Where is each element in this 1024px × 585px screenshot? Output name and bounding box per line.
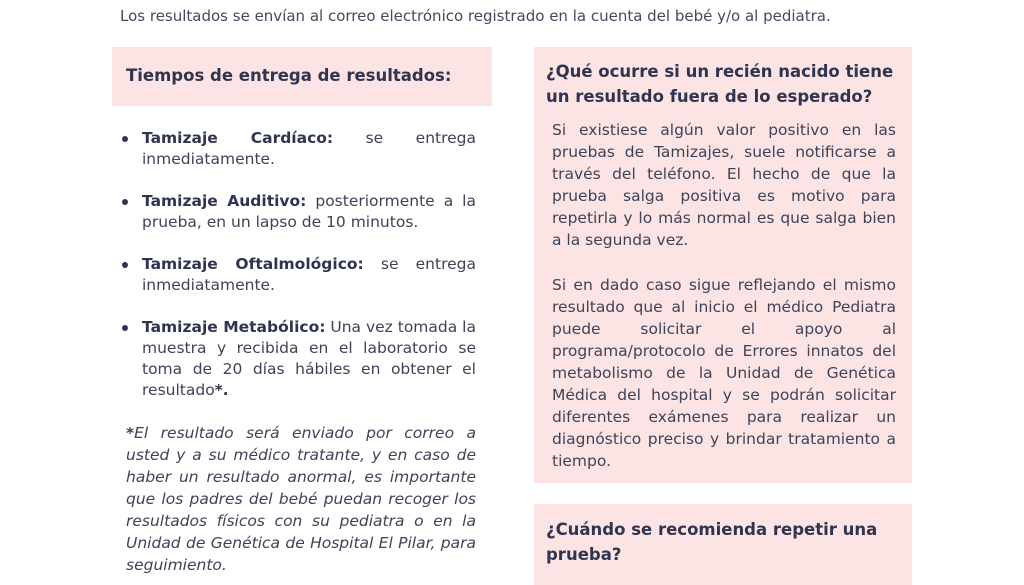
footnote	[126, 422, 476, 576]
list-item-cardiac	[118, 128, 476, 170]
repeat-test-panel	[534, 504, 912, 585]
abnormal-result-title: ¿Qué ocurre si un recién nacido tiene un resultado fuera de lo esperado?	[546, 62, 894, 106]
list-item-auditory	[118, 191, 476, 233]
delivery-times-title: Tiempos de entrega de resultados:	[126, 66, 452, 85]
item-label: Tamizaje Oftalmológico:	[142, 255, 364, 273]
abnormal-result-panel	[534, 47, 912, 483]
item-footnote-mark: *.	[214, 381, 229, 399]
item-text: Una vez tomada la muestra y recibida en el laboratorio se toma de 20 días hábiles en obtener el resultado	[142, 318, 476, 399]
abnormal-result-paragraph-2: Si en dado caso sigue reflejando el mismo resultado que al inicio el médico Pediatra puede solicitar el apoyo al programa/protocolo de Errores innatos del metabolismo de la Unidad de Genética Médica del hospital y se podrán solicitar diferentes exámenes para realizar un diagnóstico preciso y brindar tratamiento a tiempo.	[552, 276, 896, 470]
abnormal-result-paragraph-1: Si existiese algún valor positivo en las pruebas de Tamizajes, suele notificarse a través del teléfono. El hecho de que la prueba salga positiva es motivo para repetirla y lo más normal es que salga bien a la segunda vez.	[552, 121, 896, 249]
list-item-ophthalmologic	[118, 254, 476, 296]
item-label: Tamizaje Metabólico:	[142, 318, 326, 336]
delivery-times-list	[118, 128, 476, 422]
item-text: posteriormente a la prueba, en un lapso de 10 minutos.	[142, 192, 476, 231]
footnote-mark: *	[126, 424, 135, 442]
delivery-times-header	[112, 47, 492, 106]
item-label: Tamizaje Cardíaco:	[142, 129, 334, 147]
list-item-metabolic	[118, 317, 476, 401]
repeat-test-title: ¿Cuándo se recomienda repetir una prueba?	[546, 520, 878, 564]
intro-text: Los resultados se envían al correo electrónico registrado en la cuenta del bebé y/o al pediatra.	[120, 7, 831, 25]
item-text: se entrega inmediatamente.	[142, 129, 476, 168]
item-label: Tamizaje Auditivo:	[142, 192, 307, 210]
item-text: se entrega inmediatamente.	[142, 255, 476, 294]
footnote-text: El resultado será enviado por correo a usted y a su médico tratante, y en caso de haber un resultado anormal, es importante que los padres del bebé puedan recoger los resultados físicos con su pediatra o en la Unidad de Genética de Hospital El Pilar, para seguimiento.	[126, 424, 476, 574]
